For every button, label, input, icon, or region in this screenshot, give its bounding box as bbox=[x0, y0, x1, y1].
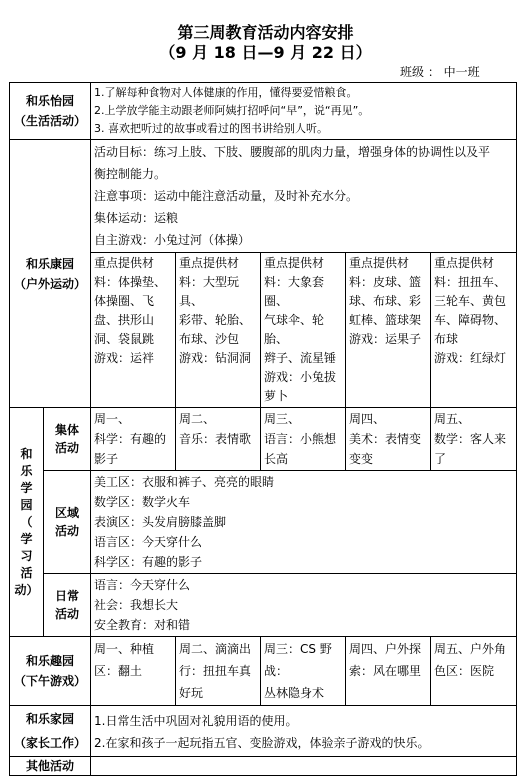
group-day-3: 周三、 语言：小熊想 长高 bbox=[261, 408, 346, 471]
study-area-row bbox=[10, 471, 517, 574]
list-item: 3. 喜欢把听过的故事或看过的图书讲给别人听。 bbox=[94, 122, 329, 135]
study-daily-row bbox=[10, 574, 517, 637]
material-cell-4: 重点提供材 料：皮球、篮 球、布球、彩 虹棒、篮球架 游戏：运果子 bbox=[346, 253, 431, 408]
list-item: 科学区：有趣的影子 bbox=[94, 555, 203, 569]
life-content bbox=[91, 83, 517, 140]
list-item: 语言：今天穿什么 bbox=[94, 578, 191, 592]
study-label: 和 乐 学 园 （ 学 习 活 动） bbox=[10, 408, 44, 637]
fun-day-5: 周五、户外角 色区：医院 bbox=[431, 637, 517, 706]
list-item: 美工区：衣服和裤子、亮亮的眼睛 bbox=[94, 475, 275, 489]
home-label: 和乐家园 （家长工作） bbox=[10, 706, 91, 757]
list-item: 2.上学放学能主动跟老师阿姨打招呼问“早”，说“再见”。 bbox=[94, 104, 370, 117]
list-item: 1.日常生活中巩固对礼貌用语的使用。 bbox=[94, 714, 298, 728]
group-day-2: 周二、 音乐：表情歌 bbox=[176, 408, 261, 471]
group-day-1: 周一、 科学：有趣的 影子 bbox=[91, 408, 176, 471]
fun-day-1: 周一、种植 区：翻土 bbox=[91, 637, 176, 706]
fun-day-3: 周三：CS 野战： 丛林隐身术 bbox=[261, 637, 346, 706]
material-cell-5: 重点提供材 料：扭扭车、 三轮车、黄包 车、障碍物、 布球 游戏：红绿灯 bbox=[431, 253, 517, 408]
fun-day-4: 周四、户外探 索：风在哪里 bbox=[346, 637, 431, 706]
material-cell-2: 重点提供材 料：大型玩具、 彩带、轮胎、 布球、沙包 游戏：钻洞洞 bbox=[176, 253, 261, 408]
list-item: 语言区：今天穿什么 bbox=[94, 535, 203, 549]
fun-label: 和乐趣园 （下午游戏） bbox=[10, 637, 91, 706]
daily-activity-content bbox=[91, 574, 517, 637]
group-day-5: 周五、 数学：客人来 了 bbox=[431, 408, 517, 471]
area-activity-content bbox=[91, 471, 517, 574]
life-label: 和乐怡园 （生活活动） bbox=[10, 83, 91, 140]
outdoor-content: 活动目标：练习上肢、下肢、腰腹部的肌肉力量，增强身体的协调性以及平 衡控制能力。 注意事项：运动中能注意活动量，及时补充水分。 集体运动：运粮 自主游戏：小兔过河（体操） bbox=[91, 140, 517, 253]
group-activity-label: 集体 活动 bbox=[44, 408, 91, 471]
class-label: 班级 ： 中一班 bbox=[400, 65, 480, 79]
other-label: 其他活动 bbox=[10, 757, 91, 776]
list-item: 表演区：头发肩膀膝盖脚 bbox=[94, 515, 227, 529]
list-item: 1.了解每种食物对人体健康的作用，懂得要爱惜粮食。 bbox=[94, 86, 358, 99]
other-row bbox=[10, 757, 517, 776]
outdoor-label: 和乐康园 （户外运动） bbox=[10, 140, 91, 408]
fun-row bbox=[10, 637, 517, 706]
date-range: （9 月 18 日—9 月 22 日） bbox=[159, 43, 372, 62]
other-content bbox=[91, 757, 517, 776]
list-item: 社会：我想长大 bbox=[94, 598, 179, 612]
area-activity-label: 区域 活动 bbox=[44, 471, 91, 574]
group-day-4: 周四、 美术：表情变 变变 bbox=[346, 408, 431, 471]
study-group-row bbox=[10, 408, 517, 471]
material-cell-3: 重点提供材 料：大象套圈、 气球伞、轮胎、 辫子、流星锤 游戏：小兔拔 萝卜 bbox=[261, 253, 346, 408]
life-row bbox=[10, 83, 517, 140]
page-title: 第三周教育活动内容安排 bbox=[177, 23, 354, 42]
home-row bbox=[10, 706, 517, 757]
list-item: 2.在家和孩子一起玩指五官、变脸游戏，体验亲子游戏的快乐。 bbox=[94, 736, 430, 750]
home-content bbox=[91, 706, 517, 757]
outdoor-row bbox=[10, 140, 517, 253]
daily-activity-label: 日常 活动 bbox=[44, 574, 91, 637]
list-item: 数学区：数学火车 bbox=[94, 495, 191, 509]
list-item: 安全教育：对和错 bbox=[94, 618, 191, 632]
material-cell-1: 重点提供材 料：体操垫、 体操圈、飞 盘、拱形山 洞、袋鼠跳 游戏：运袢 bbox=[91, 253, 176, 408]
fun-day-2: 周二、滴滴出 行：扭扭车真 好玩 bbox=[176, 637, 261, 706]
schedule-table bbox=[9, 82, 517, 776]
